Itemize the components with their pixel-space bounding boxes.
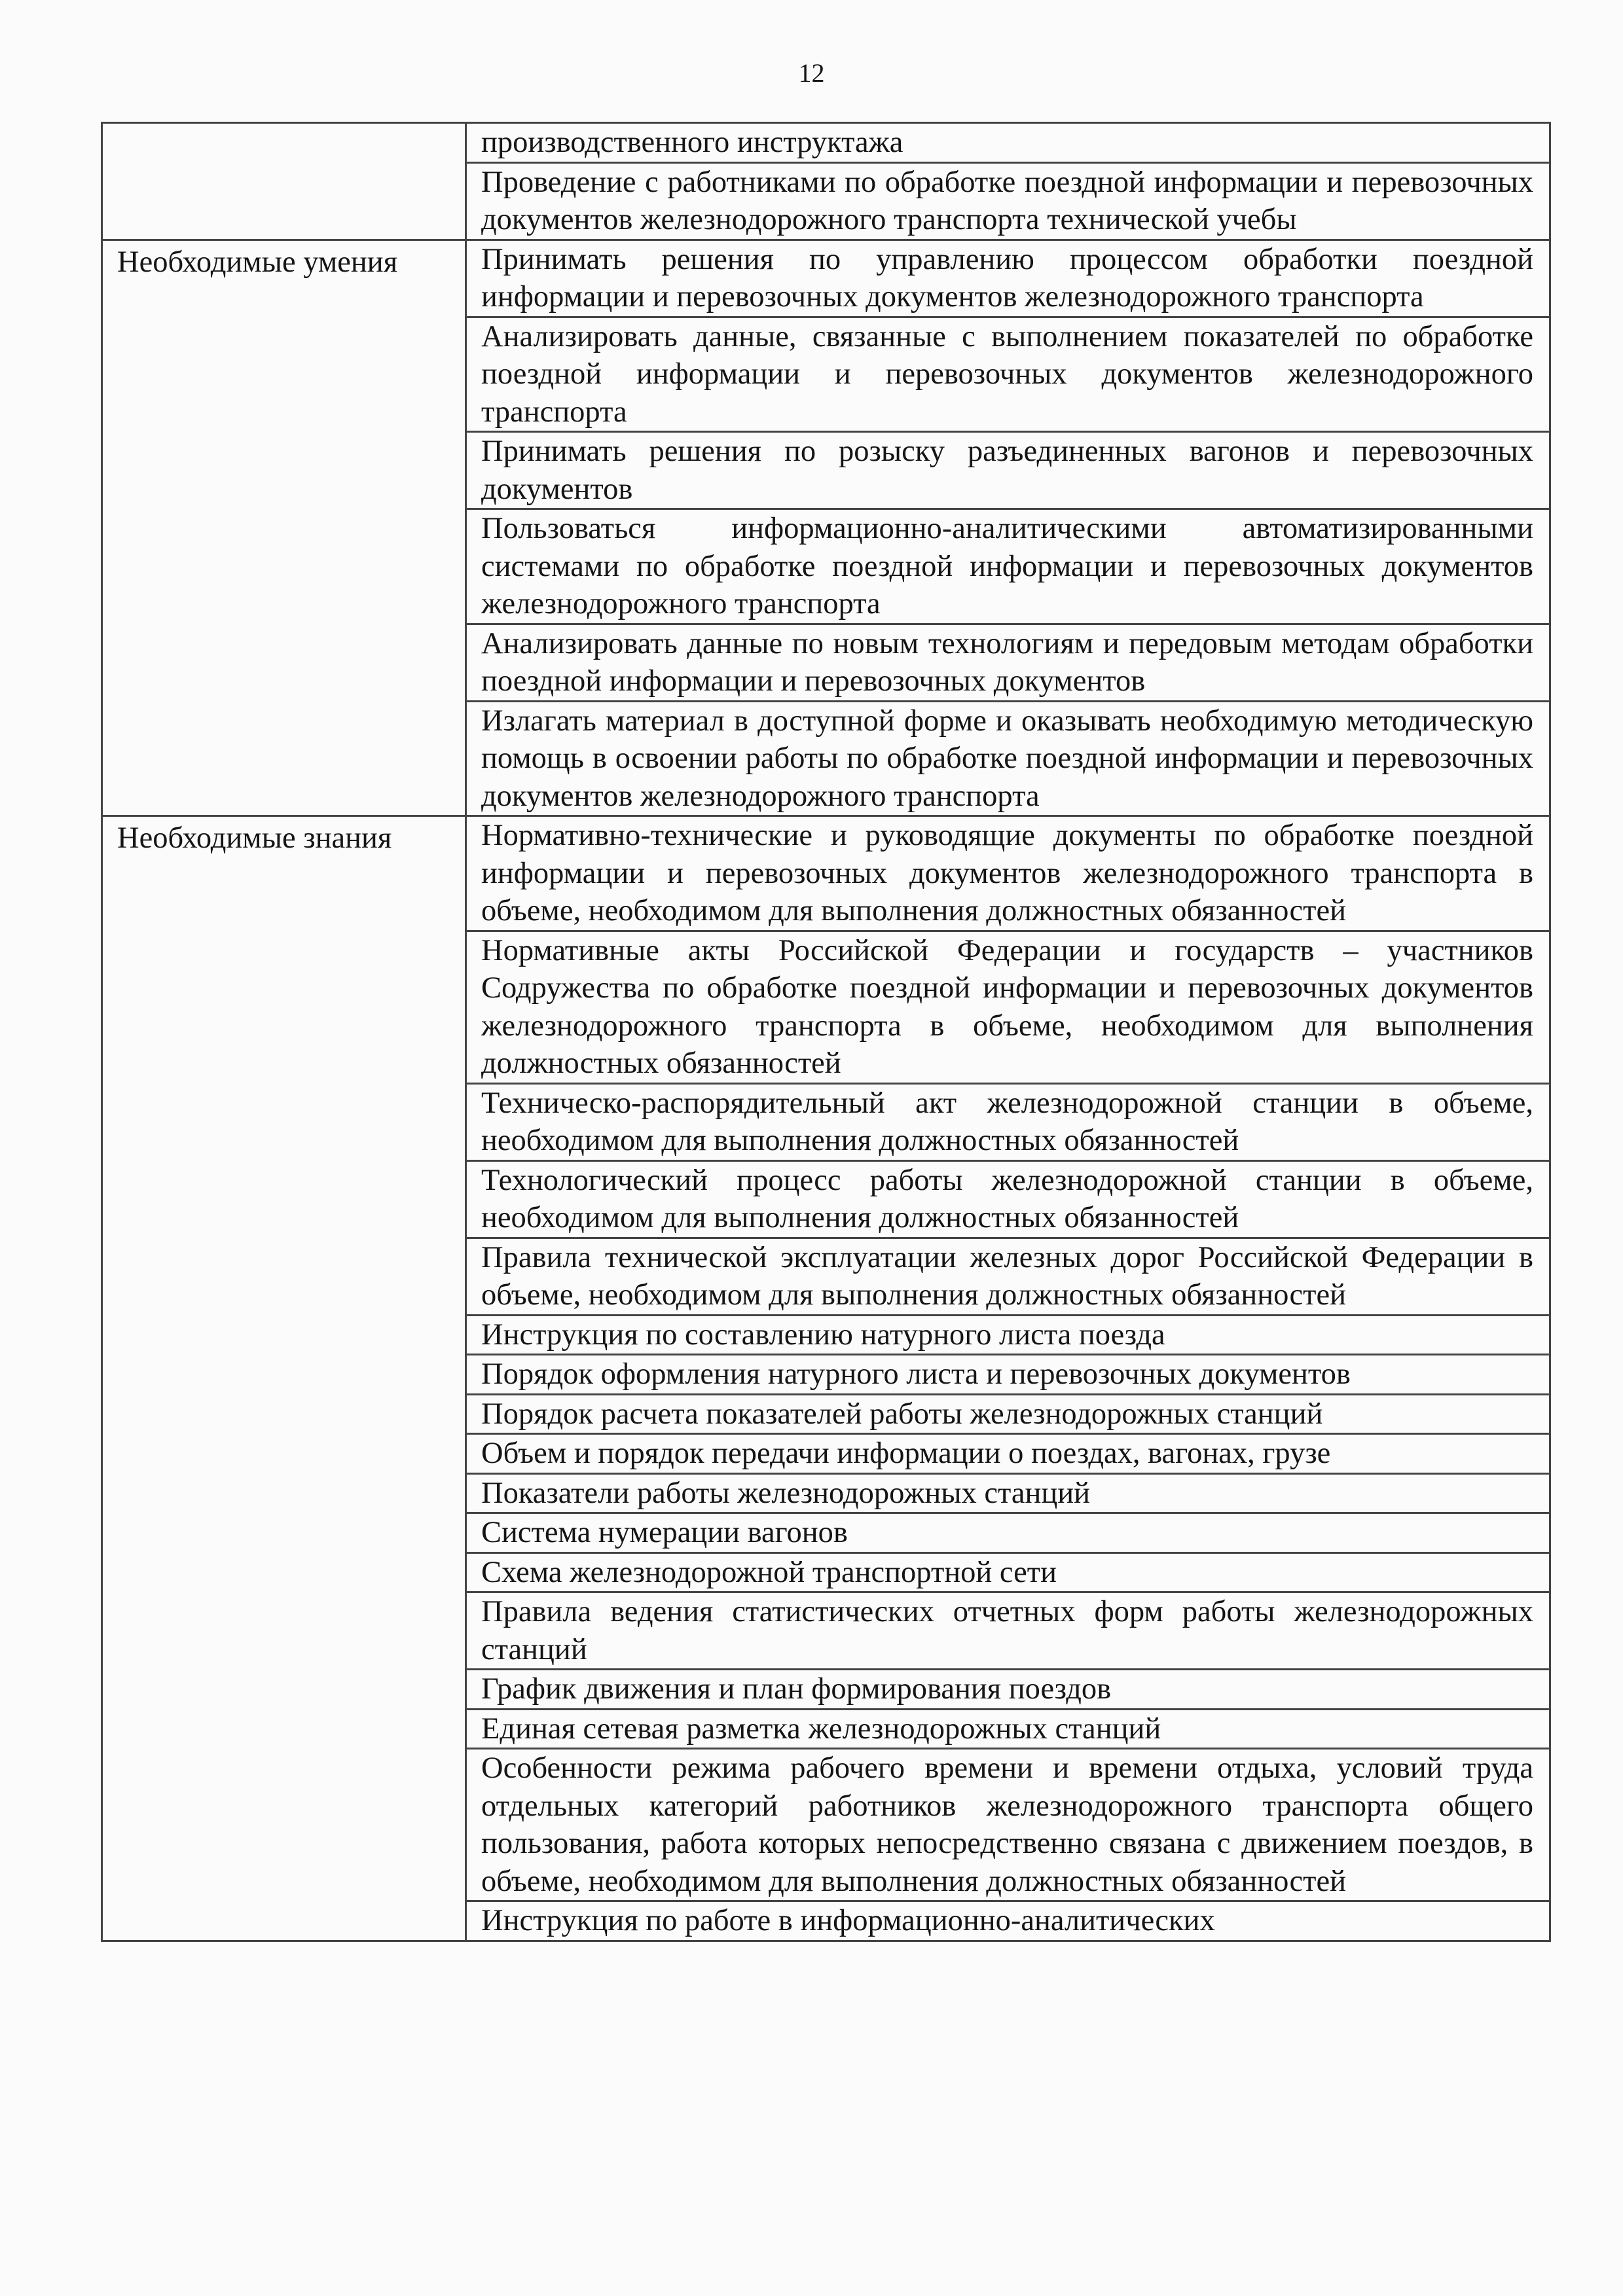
section-item: производственного инструктажа bbox=[466, 123, 1550, 163]
section-label: Необходимые умения bbox=[102, 240, 466, 816]
table-row bbox=[102, 240, 1550, 317]
section-item: Нормативные акты Российской Федерации и государств – участников Содружества по обработке поездной информации и перевозочных документов железнодорожного транспорта в объеме, необходимом для выполнения должностных обязанностей bbox=[466, 931, 1550, 1083]
section-item: Правила технической эксплуатации железных дорог Российской Федерации в объеме, необходимом для выполнения должностных обязанностей bbox=[466, 1238, 1550, 1315]
section-item: Анализировать данные, связанные с выполнением показателей по обработке поездной информации и перевозочных документов железнодорожного транспорта bbox=[466, 317, 1550, 432]
section-item: Инструкция по составлению натурного листа поезда bbox=[466, 1315, 1550, 1355]
section-item: Нормативно-технические и руководящие документы по обработке поездной информации и перевозочных документов железнодорожного транспорта в объеме, необходимом для выполнения должностных обязанностей bbox=[466, 816, 1550, 931]
section-label: Необходимые знания bbox=[102, 816, 466, 1941]
section-item: Принимать решения по управлению процессом обработки поездной информации и перевозочных документов железнодорожного транспорта bbox=[466, 240, 1550, 317]
section-item: Порядок оформления натурного листа и перевозочных документов bbox=[466, 1355, 1550, 1395]
section-item: Излагать материал в доступной форме и оказывать необходимую методическую помощь в освоении работы по обработке поездной информации и перевозочных документов железнодорожного транспорта bbox=[466, 701, 1550, 816]
section-item: Технологический процесс работы железнодорожной станции в объеме, необходимом для выполнения должностных обязанностей bbox=[466, 1160, 1550, 1238]
section-item: Особенности режима рабочего времени и времени отдыха, условий труда отдельных категорий работников железнодорожного транспорта общего пользования, работа которых непосредственно связана с движением поездов, в объеме, необходимом для выполнения должностных обязанностей bbox=[466, 1749, 1550, 1901]
section-item: Правила ведения статистических отчетных форм работы железнодорожных станций bbox=[466, 1592, 1550, 1670]
section-item: Единая сетевая разметка железнодорожных станций bbox=[466, 1709, 1550, 1749]
section-item: График движения и план формирования поездов bbox=[466, 1670, 1550, 1710]
table-row bbox=[102, 816, 1550, 931]
table-row bbox=[102, 123, 1550, 163]
section-item: Порядок расчета показателей работы железнодорожных станций bbox=[466, 1394, 1550, 1434]
section-item: Пользоваться информационно-аналитическими автоматизированными системами по обработке поездной информации и перевозочных документов железнодорожного транспорта bbox=[466, 509, 1550, 624]
section-item: Объем и порядок передачи информации о поездах, вагонах, грузе bbox=[466, 1434, 1550, 1474]
section-item: Система нумерации вагонов bbox=[466, 1513, 1550, 1553]
section-item: Проведение с работниками по обработке поездной информации и перевозочных документов железнодорожного транспорта технической учебы bbox=[466, 162, 1550, 240]
page-number: 12 bbox=[798, 58, 825, 88]
section-item: Техническо-распорядительный акт железнодорожной станции в объеме, необходимом для выполнения должностных обязанностей bbox=[466, 1083, 1550, 1160]
qualification-table bbox=[101, 122, 1551, 1942]
section-item: Показатели работы железнодорожных станций bbox=[466, 1473, 1550, 1513]
section-item: Принимать решения по розыску разъединенных вагонов и перевозочных документов bbox=[466, 432, 1550, 509]
section-label bbox=[102, 123, 466, 240]
section-item: Инструкция по работе в информационно-аналитических bbox=[466, 1901, 1550, 1941]
section-item: Схема железнодорожной транспортной сети bbox=[466, 1552, 1550, 1592]
section-item: Анализировать данные по новым технологиям и передовым методам обработки поездной информации и перевозочных документов bbox=[466, 624, 1550, 701]
